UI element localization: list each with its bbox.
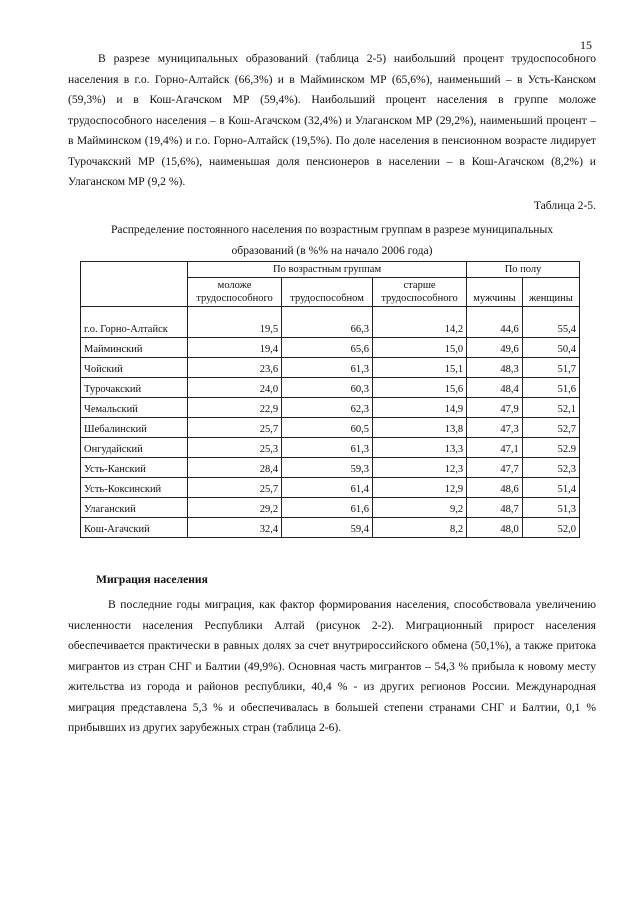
- cell-old: 15,6: [373, 378, 467, 398]
- cell-women: 52,3: [522, 458, 579, 478]
- cell-working: 61,6: [282, 498, 373, 518]
- cell-young: 23,6: [188, 358, 282, 378]
- cell-men: 47,3: [467, 418, 523, 438]
- cell-men: 48,0: [467, 518, 523, 538]
- cell-region: Улаганский: [81, 498, 188, 518]
- cell-old: 13,3: [373, 438, 467, 458]
- header-col-old: [373, 278, 467, 307]
- cell-working: 62,3: [282, 398, 373, 418]
- cell-young: 24,0: [188, 378, 282, 398]
- cell-old: 9,2: [373, 498, 467, 518]
- cell-working: 65,6: [282, 338, 373, 358]
- cell-region: Чемальский: [81, 398, 188, 418]
- table-row: [81, 518, 580, 538]
- cell-region: Усть-Коксинский: [81, 478, 188, 498]
- cell-men: 47,1: [467, 438, 523, 458]
- cell-men: 48,3: [467, 358, 523, 378]
- cell-young: 25,7: [188, 478, 282, 498]
- table-row: [81, 458, 580, 478]
- cell-old: 12,3: [373, 458, 467, 478]
- table-row: [81, 438, 580, 458]
- cell-region: Майминский: [81, 338, 188, 358]
- cell-men: 48,6: [467, 478, 523, 498]
- cell-old: 12,9: [373, 478, 467, 498]
- paragraph-age-structure: В разрезе муниципальных образований (таблица 2-5) наибольший процент трудоспособного населения в г.о. Горно-Алтайск (66,3%) и в Майминском МР (65,6%), наименьший – в Усть-Канском (59,3%) и в Кош-Агачском МР (59,4%). Наибольший процент населения в группе моложе трудоспособного населения – в Кош-Агачском (32,4%) и Улаганском МР (29,2%), наименьший процент – в Майминском (19,4%) и г.о. Горно-Алтайск (19,5%). По доле населения в пенсионном возрасте лидирует Турочакский МР (15,6%), наименьшая доля пенсионеров в населении – в Кош-Агачском (8,2%) и Улаганском МР (9,2 %).: [68, 52, 596, 188]
- header-col-women: женщины: [522, 278, 579, 307]
- cell-women: 51,3: [522, 498, 579, 518]
- cell-working: 66,3: [282, 307, 373, 338]
- header-col-young-line1: моложе: [217, 280, 252, 291]
- cell-women: 50,4: [522, 338, 579, 358]
- cell-old: 14,9: [373, 398, 467, 418]
- header-col-men: мужчины: [467, 278, 523, 307]
- header-col-young: [188, 278, 282, 307]
- table-row: [81, 418, 580, 438]
- table-row: [81, 478, 580, 498]
- table-row: [81, 378, 580, 398]
- age-distribution-table: [80, 261, 580, 538]
- section-heading-migration: Миграция населения: [96, 573, 208, 586]
- cell-working: 61,3: [282, 358, 373, 378]
- cell-working: 60,5: [282, 418, 373, 438]
- cell-women: 52.9: [522, 438, 579, 458]
- cell-old: 13,8: [373, 418, 467, 438]
- table-title-line2: образований (в %% на начало 2006 года): [231, 244, 433, 257]
- cell-women: 52,7: [522, 418, 579, 438]
- cell-young: 32,4: [188, 518, 282, 538]
- cell-women: 55,4: [522, 307, 579, 338]
- cell-men: 47,7: [467, 458, 523, 478]
- cell-old: 8,2: [373, 518, 467, 538]
- cell-working: 59,4: [282, 518, 373, 538]
- header-col-old-line1: старше: [403, 280, 436, 291]
- table-row: [81, 358, 580, 378]
- header-col-working: трудоспособном: [282, 278, 373, 307]
- table-title: [68, 219, 596, 261]
- cell-young: 28,4: [188, 458, 282, 478]
- table-row: [81, 338, 580, 358]
- cell-region: Кош-Агачский: [81, 518, 188, 538]
- cell-region: Турочакский: [81, 378, 188, 398]
- page-number: 15: [580, 38, 592, 52]
- table-row: [81, 307, 580, 338]
- cell-men: 49,6: [467, 338, 523, 358]
- table-row: [81, 498, 580, 518]
- header-col-young-line2: трудоспособного: [196, 293, 273, 304]
- cell-young: 25,3: [188, 438, 282, 458]
- header-empty-cell: [81, 262, 188, 307]
- cell-working: 61,4: [282, 478, 373, 498]
- cell-women: 52,1: [522, 398, 579, 418]
- table-label: Таблица 2-5.: [533, 199, 596, 212]
- cell-young: 29,2: [188, 498, 282, 518]
- cell-region: Онгудайский: [81, 438, 188, 458]
- cell-old: 15,0: [373, 338, 467, 358]
- table-title-line1: Распределение постоянного населения по возрастным группам в разрезе муниципальных: [110, 223, 554, 236]
- cell-young: 22,9: [188, 398, 282, 418]
- cell-region: Усть-Канский: [81, 458, 188, 478]
- cell-young: 25,7: [188, 418, 282, 438]
- cell-women: 52,0: [522, 518, 579, 538]
- header-group-age: По возрастным группам: [188, 262, 467, 278]
- header-col-old-line2: трудоспособного: [381, 293, 458, 304]
- cell-region: г.о. Горно-Алтайск: [81, 307, 188, 338]
- cell-working: 59,3: [282, 458, 373, 478]
- cell-men: 44,6: [467, 307, 523, 338]
- cell-women: 51,4: [522, 478, 579, 498]
- header-group-sex: По полу: [467, 262, 580, 278]
- cell-men: 47,9: [467, 398, 523, 418]
- paragraph-migration: В последние годы миграция, как фактор формирования населения, способствовала увеличению численности населения Республики Алтай (рисунок 2-2). Миграционный прирост населения обеспечивается практически в равных долях за счет внутрироссийского обмена (50,1%), а также притока мигрантов из стран СНГ и Балтии (49,9%). Основная часть мигрантов – 54,3 % прибыла к новому месту жительства из города и районов республики, 40,4 % - из других регионов России. Международная миграция представлена 5,3 % и обеспечивалась в большей степени странами СНГ и Балтии, 0,1 % прибывших из других зарубежных стран (таблица 2-6).: [68, 598, 596, 734]
- cell-working: 61,3: [282, 438, 373, 458]
- cell-men: 48,4: [467, 378, 523, 398]
- cell-old: 14,2: [373, 307, 467, 338]
- cell-men: 48,7: [467, 498, 523, 518]
- table-row: [81, 398, 580, 418]
- cell-working: 60,3: [282, 378, 373, 398]
- table-body: [81, 307, 580, 538]
- cell-young: 19,4: [188, 338, 282, 358]
- cell-young: 19,5: [188, 307, 282, 338]
- cell-old: 15,1: [373, 358, 467, 378]
- cell-region: Шебалинский: [81, 418, 188, 438]
- cell-region: Чойский: [81, 358, 188, 378]
- cell-women: 51,7: [522, 358, 579, 378]
- cell-women: 51,6: [522, 378, 579, 398]
